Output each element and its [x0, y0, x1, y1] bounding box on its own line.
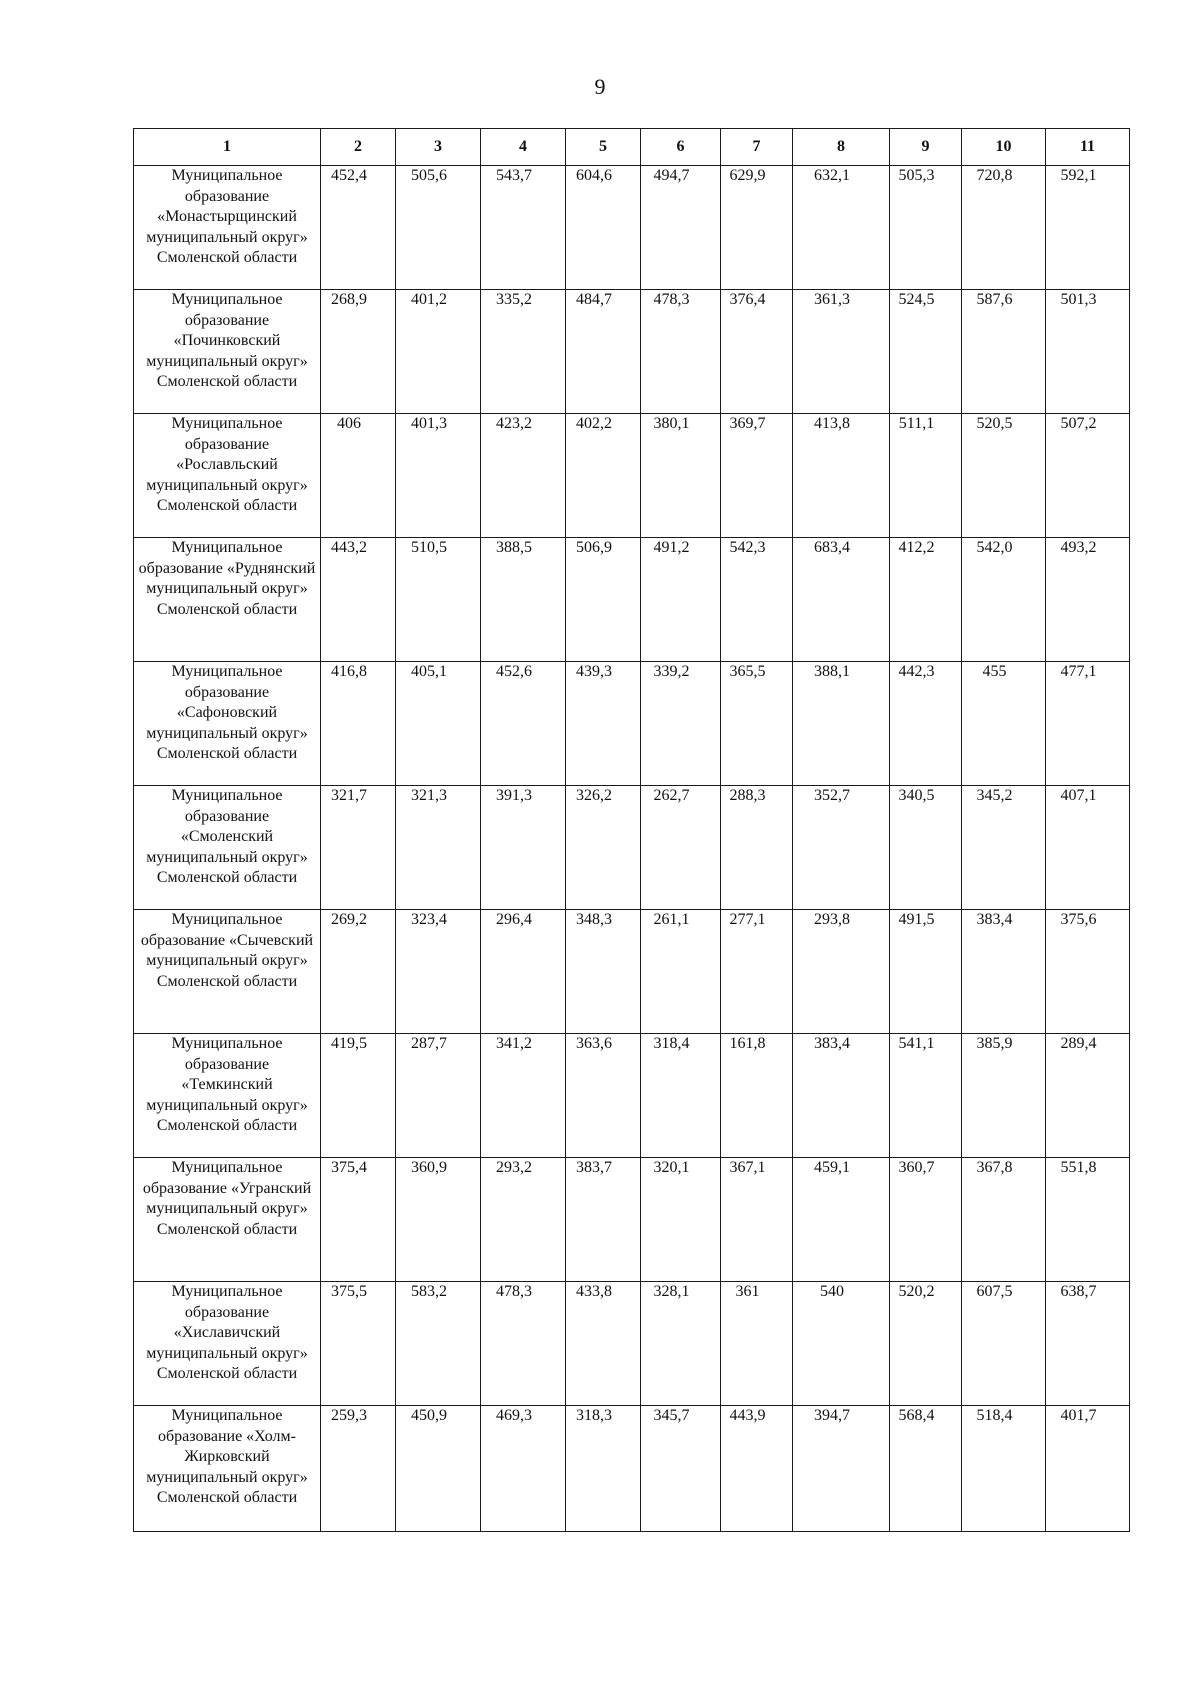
value-cell-col-5: 363,6	[566, 1034, 641, 1158]
value-cell-col-2: 375,5	[321, 1282, 396, 1406]
municipality-name-cell: Муниципальное образование «Руднянский муниципальный округ» Смоленской области	[134, 538, 321, 662]
value-cell-col-7: 629,9	[721, 166, 793, 290]
municipality-name-cell: Муниципальное образование «Починковский муниципальный округ» Смоленской области	[134, 290, 321, 414]
header-row	[134, 129, 1130, 166]
value-cell-col-10: 542,0	[962, 538, 1046, 662]
value-cell-col-4: 543,7	[481, 166, 566, 290]
value-cell-col-5: 348,3	[566, 910, 641, 1034]
value-cell-col-3: 401,3	[396, 414, 481, 538]
value-cell-col-9: 505,3	[890, 166, 962, 290]
value-cell-col-7: 542,3	[721, 538, 793, 662]
value-cell-col-3: 505,6	[396, 166, 481, 290]
value-cell-col-7: 365,5	[721, 662, 793, 786]
value-cell-col-10: 587,6	[962, 290, 1046, 414]
value-cell-col-7: 367,1	[721, 1158, 793, 1282]
value-cell-col-4: 341,2	[481, 1034, 566, 1158]
table-row	[134, 166, 1130, 290]
value-cell-col-3: 321,3	[396, 786, 481, 910]
value-cell-col-11: 592,1	[1046, 166, 1130, 290]
value-cell-col-8: 683,4	[793, 538, 890, 662]
value-cell-col-7: 161,8	[721, 1034, 793, 1158]
value-cell-col-2: 406	[321, 414, 396, 538]
value-cell-col-5: 439,3	[566, 662, 641, 786]
value-cell-col-6: 339,2	[641, 662, 721, 786]
data-table	[133, 128, 1130, 1532]
table-row	[134, 910, 1130, 1034]
column-header-3: 3	[396, 129, 481, 166]
municipality-name-cell: Муниципальное образование «Смоленский муниципальный округ» Смоленской области	[134, 786, 321, 910]
column-header-8: 8	[793, 129, 890, 166]
value-cell-col-5: 326,2	[566, 786, 641, 910]
table-body	[134, 166, 1130, 1532]
table-row	[134, 1406, 1130, 1532]
value-cell-col-6: 261,1	[641, 910, 721, 1034]
value-cell-col-8: 540	[793, 1282, 890, 1406]
value-cell-col-7: 288,3	[721, 786, 793, 910]
value-cell-col-8: 459,1	[793, 1158, 890, 1282]
value-cell-col-8: 388,1	[793, 662, 890, 786]
table-row	[134, 538, 1130, 662]
value-cell-col-3: 510,5	[396, 538, 481, 662]
value-cell-col-9: 524,5	[890, 290, 962, 414]
municipality-name-cell: Муниципальное образование «Темкинский муниципальный округ» Смоленской области	[134, 1034, 321, 1158]
value-cell-col-10: 383,4	[962, 910, 1046, 1034]
value-cell-col-5: 484,7	[566, 290, 641, 414]
value-cell-col-4: 423,2	[481, 414, 566, 538]
value-cell-col-4: 452,6	[481, 662, 566, 786]
value-cell-col-7: 277,1	[721, 910, 793, 1034]
column-header-11: 11	[1046, 129, 1130, 166]
table-row	[134, 414, 1130, 538]
value-cell-col-9: 511,1	[890, 414, 962, 538]
value-cell-col-9: 360,7	[890, 1158, 962, 1282]
value-cell-col-10: 367,8	[962, 1158, 1046, 1282]
value-cell-col-9: 520,2	[890, 1282, 962, 1406]
value-cell-col-6: 380,1	[641, 414, 721, 538]
municipality-name-cell: Муниципальное образование «Угранский муниципальный округ» Смоленской области	[134, 1158, 321, 1282]
column-header-2: 2	[321, 129, 396, 166]
value-cell-col-4: 469,3	[481, 1406, 566, 1532]
value-cell-col-5: 383,7	[566, 1158, 641, 1282]
table-row	[134, 290, 1130, 414]
value-cell-col-6: 320,1	[641, 1158, 721, 1282]
value-cell-col-7: 369,7	[721, 414, 793, 538]
value-cell-col-9: 442,3	[890, 662, 962, 786]
value-cell-col-11: 375,6	[1046, 910, 1130, 1034]
value-cell-col-3: 323,4	[396, 910, 481, 1034]
value-cell-col-5: 604,6	[566, 166, 641, 290]
value-cell-col-8: 383,4	[793, 1034, 890, 1158]
column-header-5: 5	[566, 129, 641, 166]
value-cell-col-11: 401,7	[1046, 1406, 1130, 1532]
column-header-10: 10	[962, 129, 1046, 166]
table-row	[134, 662, 1130, 786]
value-cell-col-9: 340,5	[890, 786, 962, 910]
value-cell-col-2: 419,5	[321, 1034, 396, 1158]
value-cell-col-2: 452,4	[321, 166, 396, 290]
value-cell-col-8: 293,8	[793, 910, 890, 1034]
value-cell-col-5: 433,8	[566, 1282, 641, 1406]
value-cell-col-3: 450,9	[396, 1406, 481, 1532]
value-cell-col-6: 262,7	[641, 786, 721, 910]
value-cell-col-6: 318,4	[641, 1034, 721, 1158]
municipality-name-cell: Муниципальное образование «Хиславичский муниципальный округ» Смоленской области	[134, 1282, 321, 1406]
column-header-7: 7	[721, 129, 793, 166]
value-cell-col-11: 638,7	[1046, 1282, 1130, 1406]
value-cell-col-2: 268,9	[321, 290, 396, 414]
value-cell-col-6: 328,1	[641, 1282, 721, 1406]
value-cell-col-9: 491,5	[890, 910, 962, 1034]
municipality-name-cell: Муниципальное образование «Рославльский муниципальный округ» Смоленской области	[134, 414, 321, 538]
table-row	[134, 1034, 1130, 1158]
value-cell-col-7: 361	[721, 1282, 793, 1406]
municipality-name-cell: Муниципальное образование «Холм-Жирковский муниципальный округ» Смоленской области	[134, 1406, 321, 1532]
table-row	[134, 786, 1130, 910]
value-cell-col-2: 259,3	[321, 1406, 396, 1532]
value-cell-col-3: 583,2	[396, 1282, 481, 1406]
value-cell-col-4: 296,4	[481, 910, 566, 1034]
value-cell-col-2: 443,2	[321, 538, 396, 662]
value-cell-col-4: 391,3	[481, 786, 566, 910]
value-cell-col-11: 407,1	[1046, 786, 1130, 910]
municipality-name-cell: Муниципальное образование «Сафоновский муниципальный округ» Смоленской области	[134, 662, 321, 786]
value-cell-col-8: 394,7	[793, 1406, 890, 1532]
value-cell-col-11: 477,1	[1046, 662, 1130, 786]
value-cell-col-10: 345,2	[962, 786, 1046, 910]
value-cell-col-9: 412,2	[890, 538, 962, 662]
value-cell-col-4: 388,5	[481, 538, 566, 662]
value-cell-col-3: 401,2	[396, 290, 481, 414]
value-cell-col-9: 541,1	[890, 1034, 962, 1158]
value-cell-col-10: 518,4	[962, 1406, 1046, 1532]
table-row	[134, 1282, 1130, 1406]
value-cell-col-11: 507,2	[1046, 414, 1130, 538]
value-cell-col-10: 520,5	[962, 414, 1046, 538]
value-cell-col-6: 494,7	[641, 166, 721, 290]
value-cell-col-5: 318,3	[566, 1406, 641, 1532]
value-cell-col-8: 413,8	[793, 414, 890, 538]
column-header-1: 1	[134, 129, 321, 166]
value-cell-col-10: 385,9	[962, 1034, 1046, 1158]
table-row	[134, 1158, 1130, 1282]
value-cell-col-3: 405,1	[396, 662, 481, 786]
column-header-6: 6	[641, 129, 721, 166]
value-cell-col-2: 269,2	[321, 910, 396, 1034]
value-cell-col-11: 289,4	[1046, 1034, 1130, 1158]
value-cell-col-3: 287,7	[396, 1034, 481, 1158]
value-cell-col-2: 416,8	[321, 662, 396, 786]
value-cell-col-6: 491,2	[641, 538, 721, 662]
column-header-9: 9	[890, 129, 962, 166]
value-cell-col-10: 455	[962, 662, 1046, 786]
value-cell-col-7: 376,4	[721, 290, 793, 414]
value-cell-col-11: 493,2	[1046, 538, 1130, 662]
value-cell-col-10: 720,8	[962, 166, 1046, 290]
value-cell-col-3: 360,9	[396, 1158, 481, 1282]
value-cell-col-2: 375,4	[321, 1158, 396, 1282]
column-header-4: 4	[481, 129, 566, 166]
value-cell-col-8: 352,7	[793, 786, 890, 910]
municipality-name-cell: Муниципальное образование «Сычевский муниципальный округ» Смоленской области	[134, 910, 321, 1034]
value-cell-col-5: 506,9	[566, 538, 641, 662]
value-cell-col-8: 361,3	[793, 290, 890, 414]
value-cell-col-4: 478,3	[481, 1282, 566, 1406]
municipality-name-cell: Муниципальное образование «Монастырщинский муниципальный округ» Смоленской области	[134, 166, 321, 290]
value-cell-col-11: 551,8	[1046, 1158, 1130, 1282]
value-cell-col-6: 345,7	[641, 1406, 721, 1532]
page-number: 9	[594, 74, 606, 99]
value-cell-col-10: 607,5	[962, 1282, 1046, 1406]
value-cell-col-11: 501,3	[1046, 290, 1130, 414]
value-cell-col-4: 293,2	[481, 1158, 566, 1282]
value-cell-col-2: 321,7	[321, 786, 396, 910]
table-header	[134, 129, 1130, 166]
value-cell-col-9: 568,4	[890, 1406, 962, 1532]
value-cell-col-4: 335,2	[481, 290, 566, 414]
value-cell-col-8: 632,1	[793, 166, 890, 290]
value-cell-col-6: 478,3	[641, 290, 721, 414]
value-cell-col-5: 402,2	[566, 414, 641, 538]
value-cell-col-7: 443,9	[721, 1406, 793, 1532]
